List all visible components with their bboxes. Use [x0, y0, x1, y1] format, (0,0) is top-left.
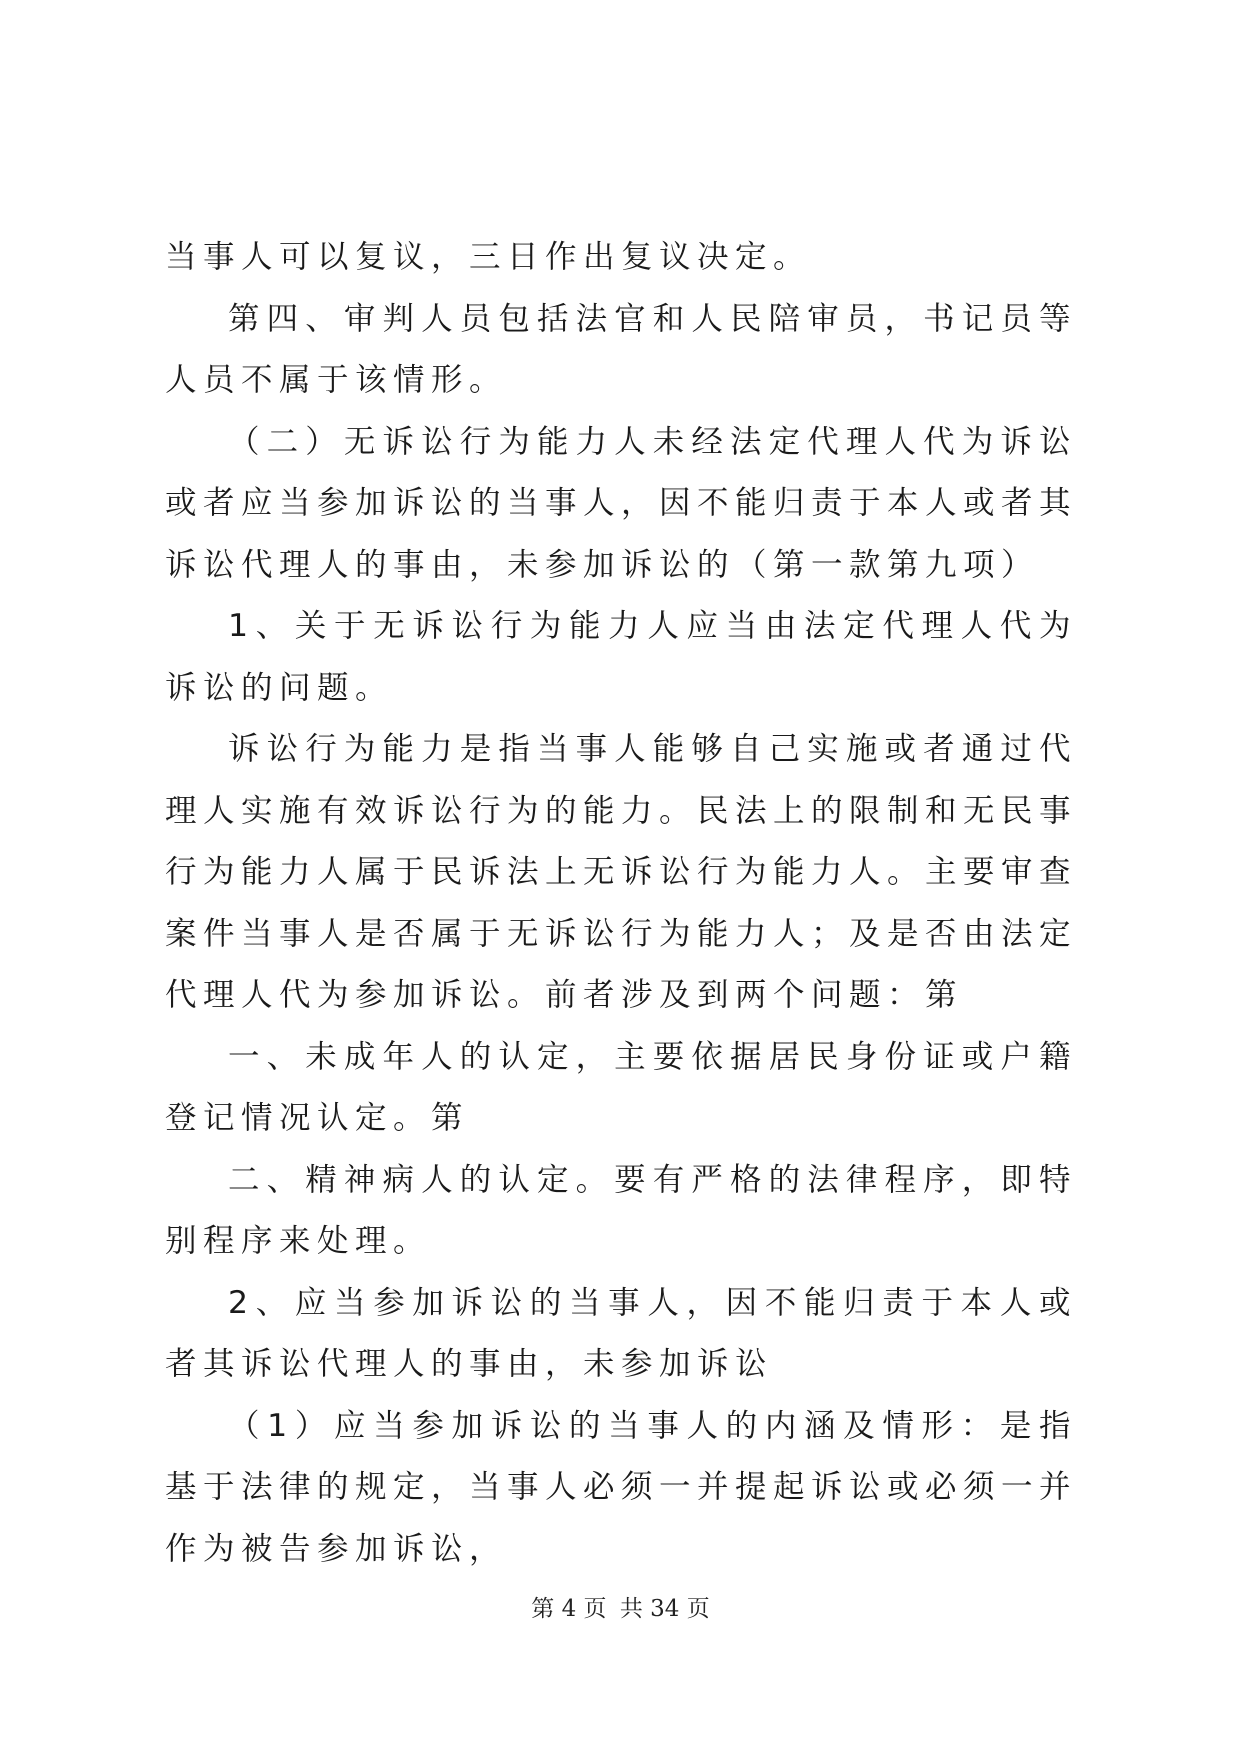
page-footer [0, 1590, 1241, 1623]
paragraph-7: 二、精神病人的认定。要有严格的法律程序，即特别程序来处理。 [165, 1161, 1077, 1259]
paragraph-8: 2、应当参加诉讼的当事人，因不能归责于本人或者其诉讼代理人的事由，未参加诉讼 [165, 1284, 1077, 1382]
paragraph-2: 第四、审判人员包括法官和人民陪审员，书记员等人员不属于该情形。 [165, 300, 1077, 398]
page-number: 第 4 页 [531, 1596, 607, 1622]
paragraph-9: （1）应当参加诉讼的当事人的内涵及情形：是指基于法律的规定，当事人必须一并提起诉讼或必须一并作为被告参加诉讼， [165, 1407, 1078, 1567]
paragraph-6: 一、未成年人的认定，主要依据居民身份证或户籍登记情况认定。第 [165, 1038, 1077, 1136]
page-total: 共 34 页 [619, 1596, 710, 1622]
paragraph-3: （二）无诉讼行为能力人未经法定代理人代为诉讼或者应当参加诉讼的当事人，因不能归责于本人或者其诉讼代理人的事由，未参加诉讼的（第一款第九项） [165, 423, 1078, 583]
paragraph-1: 当事人可以复议，三日作出复议决定。 [165, 239, 812, 275]
paragraph-4: 1、关于无诉讼行为能力人应当由法定代理人代为诉讼的问题。 [165, 608, 1077, 706]
paragraph-5: 诉讼行为能力是指当事人能够自己实施或者通过代理人实施有效诉讼行为的能力。民法上的限制和无民事行为能力人属于民诉法上无诉讼行为能力人。主要审查案件当事人是否属于无诉讼行为能力人；及是否由法定代理人代为参加诉讼。前者涉及到两个问题：第 [165, 731, 1078, 1013]
document-body [165, 227, 1077, 1580]
